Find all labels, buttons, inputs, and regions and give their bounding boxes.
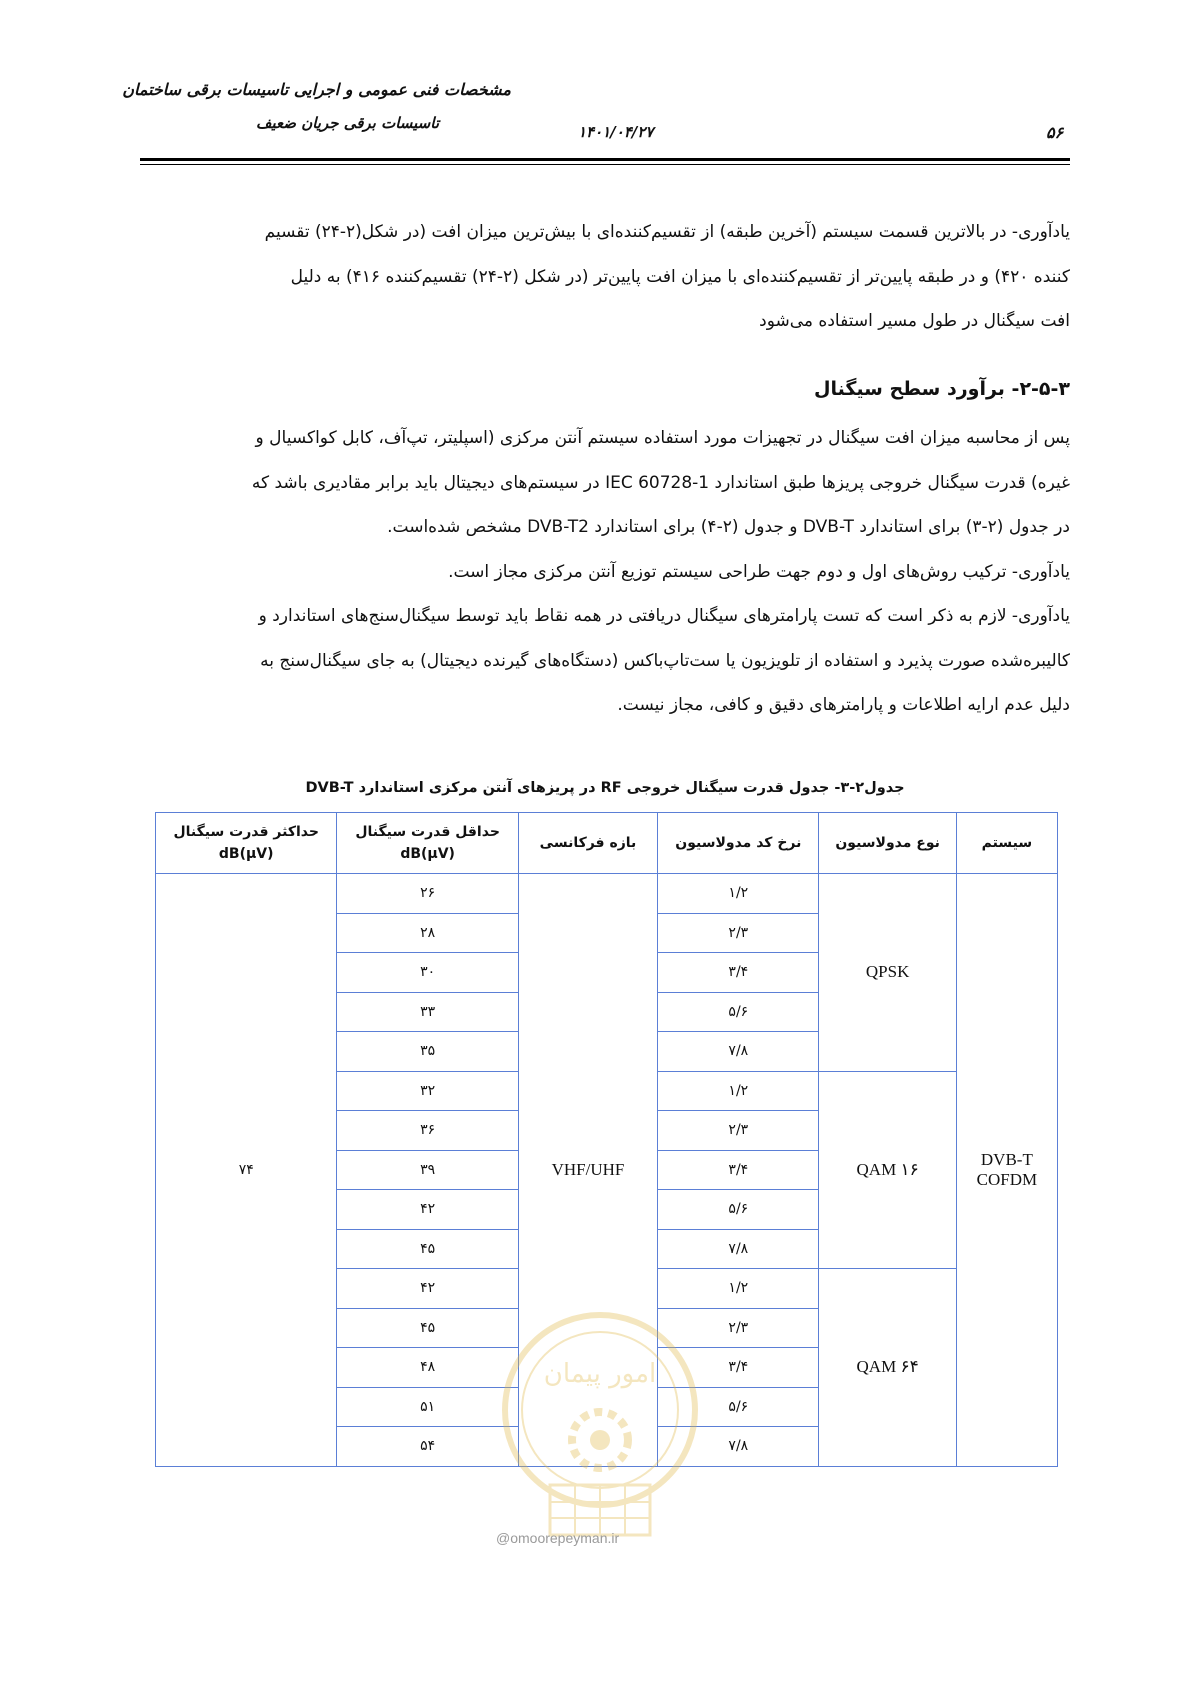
cell-min-power: ۴۸ (337, 1348, 518, 1388)
paragraph-signal-level (140, 416, 1070, 728)
watermark-logo-text: امور پیمان (543, 1359, 657, 1389)
header-max-power (156, 813, 337, 874)
header-min-label: حداقل قدرت سیگنال (355, 824, 500, 840)
cell-modulation: QPSK (819, 874, 956, 1072)
cell-min-power: ۴۲ (337, 1269, 518, 1309)
paragraph-line: در جدول (۲-۳) برای استاندارد DVB-T و جدول (۲-۴) برای استاندارد DVB-T2 مشخص شده‌است. (387, 517, 1070, 537)
cell-min-power: ۳۳ (337, 992, 518, 1032)
paragraph-line: پس از محاسبه میزان افت سیگنال در تجهیزات مورد استفاده سیستم آنتن مرکزی (اسپلیتر، تپ‌آف، کابل کواکسیال و (255, 428, 1070, 448)
paragraph-line: افت سیگنال در طول مسیر استفاده می‌شود (759, 311, 1070, 331)
cell-modulation: ۱۶ QAM (819, 1071, 956, 1269)
header-rule-thin (140, 164, 1070, 165)
cell-code-rate: ۵/۶ (658, 992, 819, 1032)
cell-min-power: ۵۴ (337, 1427, 518, 1467)
cell-min-power: ۳۹ (337, 1150, 518, 1190)
cell-min-power: ۳۰ (337, 953, 518, 993)
cell-min-power: ۴۵ (337, 1308, 518, 1348)
cell-code-rate: ۲/۳ (658, 1308, 819, 1348)
cell-min-power: ۴۲ (337, 1190, 518, 1230)
cell-code-rate: ۵/۶ (658, 1387, 819, 1427)
cell-system: DVB-T COFDM (956, 874, 1057, 1467)
cell-code-rate: ۳/۴ (658, 1348, 819, 1388)
paragraph-line: یادآوری- لازم به ذکر است که تست پارامترهای سیگنال دریافتی در همه نقاط باید توسط سیگنال‌سنج‌های استاندارد و (258, 606, 1070, 626)
cell-code-rate: ۷/۸ (658, 1229, 819, 1269)
cell-max-power: ۷۴ (156, 874, 337, 1467)
header-band: بازه فرکانسی (518, 813, 657, 874)
header-max-unit: dB(µV) (218, 846, 274, 862)
table-header-row (156, 813, 1058, 874)
header-date: ۱۴۰۱/۰۴/۲۷ (578, 123, 654, 141)
cell-min-power: ۴۵ (337, 1229, 518, 1269)
header-max-label: حداکثر قدرت سیگنال (173, 824, 319, 840)
header-rule-thick (140, 158, 1070, 161)
cell-band: VHF/UHF (518, 874, 657, 1467)
header-code-rate: نرخ کد مدولاسیون (658, 813, 819, 874)
paragraph-line: غیره) قدرت سیگنال خروجی پریزها طبق استاندارد IEC 60728-1 در سیستم‌های دیجیتال باید برابر مقادیری باشد که (251, 472, 1070, 493)
section-heading: ۲-۵-۳- برآورد سطح سیگنال (813, 378, 1070, 400)
cell-code-rate: ۱/۲ (658, 874, 819, 914)
cell-code-rate: ۷/۸ (658, 1032, 819, 1072)
page-number: ۵۶ (1046, 123, 1064, 142)
cell-code-rate: ۵/۶ (658, 1190, 819, 1230)
cell-min-power: ۳۵ (337, 1032, 518, 1072)
paragraph-line: کننده ۴۲۰) و در طبقه پایین‌تر از تقسیم‌کننده‌ای با میزان افت پایین‌تر (در شکل (۲-۲۴) تقسیم‌کننده ۴۱۶) به دلیل (290, 266, 1070, 287)
cell-min-power: ۳۶ (337, 1111, 518, 1151)
cell-min-power: ۵۱ (337, 1387, 518, 1427)
table-caption: جدول۲-۳- جدول قدرت سیگنال خروجی RF در پریزهای آنتن مرکزی استاندارد DVB-T (305, 780, 905, 796)
table-row (156, 874, 1058, 914)
cell-code-rate: ۱/۲ (658, 1269, 819, 1309)
cell-code-rate: ۳/۴ (658, 1150, 819, 1190)
cell-code-rate: ۲/۳ (658, 1111, 819, 1151)
paragraph-reminder-splitters (140, 210, 1070, 344)
header-title: مشخصات فنی عمومی و اجرایی تاسیسات برقی ساختمان (122, 80, 511, 99)
paragraph-line: دلیل عدم ارایه اطلاعات و پارامترهای دقیق و کافی، مجاز نیست. (617, 695, 1070, 715)
header-modulation: نوع مدولاسیون (819, 813, 956, 874)
cell-code-rate: ۱/۲ (658, 1071, 819, 1111)
cell-code-rate: ۲/۳ (658, 913, 819, 953)
paragraph-line: یادآوری- ترکیب روش‌های اول و دوم جهت طراحی سیستم توزیع آنتن مرکزی مجاز است. (448, 561, 1070, 582)
header-min-power (337, 813, 518, 874)
header-subtitle: تاسیسات برقی جریان ضعیف (255, 114, 439, 132)
cell-min-power: ۲۶ (337, 874, 518, 914)
cell-min-power: ۲۸ (337, 913, 518, 953)
header-system: سیستم (956, 813, 1057, 874)
cell-code-rate: ۳/۴ (658, 953, 819, 993)
header-min-unit: dB(µV) (400, 846, 455, 862)
cell-code-rate: ۷/۸ (658, 1427, 819, 1467)
watermark-site: @omoorepeyman.ir (496, 1530, 620, 1546)
paragraph-line: یادآوری- در بالاترین قسمت سیستم (آخرین طبقه) از تقسیم‌کننده‌ای با بیش‌ترین میزان افت (در شکل(۲-۲۴) تقسیم (264, 222, 1070, 242)
cell-modulation: ۶۴ QAM (819, 1269, 956, 1467)
paragraph-line: کالیبره‌شده صورت پذیرد و استفاده از تلویزیون یا ست‌تاپ‌باکس (دستگاه‌های گیرنده دیجیتال) به جای سیگنال‌سنج به (260, 650, 1070, 671)
cell-min-power: ۳۲ (337, 1071, 518, 1111)
